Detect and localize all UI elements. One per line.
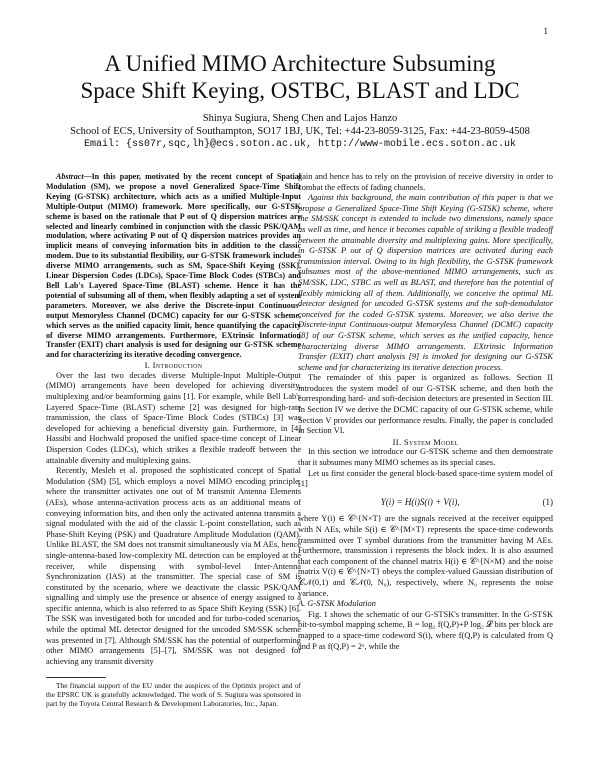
section-2-heading: II. System Model: [392, 436, 459, 447]
right-column: [298, 172, 553, 652]
intro-paragraph-2: Recently, Mesleh et al. proposed the sophisticated concept of Spatial Modulation (SM) [5], which employs a novel MIMO encoding principle, where the transmitter activates one out of M transmit Antenna Elements (AEs), whose antenna-activation process acts as an additional means of conveying information bits, and then only the activated antenna transmits a signal modulated with the aid of the classic L-point constellation, such as Phase-Shift Keying (PSK) and Quadrature Amplitude Modulation (QAM). Unlike BLAST, the SM does not transmit simultaneously via M AEs, hence single-antenna-based low-complexity ML detection can be employed at the receiver, while dispensing with symbol-level Inter-Antenna Synchronization (IAS) at the transmitter. The special case of SM is constituted by the scenario, where we deactivate the classic PSK/QAM signalling and simply use the presence or absence of energy assigned to a specific antenna, which is also referred to as Space Shift Keying (SSK) [6]. The SSK was investigated both for uncoded and for turbo-coded scenarios, while the optimal ML detector designed for the uncoded SM/SSK scheme was presented in [7]. Although SM/SSK has the potential of outperforming other MIMO arrangements [5]–[7], SM/SSK was not designed for achieving any transmit diversity: [46, 466, 301, 666]
equation-number: (1): [542, 496, 553, 507]
abstract: [46, 172, 301, 360]
title-line-1: A Unified MIMO Architecture Subsuming: [104, 51, 496, 76]
right-paragraph-1: gain and hence has to rely on the provision of receive diversity in order to combat the effects of fading channels.: [298, 172, 553, 192]
title-line-2: Space Shift Keying, OSTBC, BLAST and LDC: [80, 78, 520, 103]
paper-title: [0, 50, 600, 104]
page-number: 1: [543, 26, 548, 36]
section-1-heading: I. Introduction: [144, 360, 203, 371]
outline-paragraph: The remainder of this paper is organized as follows. Section II introduces the system model of our G-STSK scheme, and then both the corresponding hard- and soft-decision detectors are presented in Section III. In Section IV we derive the DCMC capacity of our G-STSK scheme, while Section V provides our performance results. Finally, the paper is concluded in Section VI.: [298, 373, 553, 436]
intro-paragraph-1: Over the last two decades diverse Multiple-Input Multiple-Output (MIMO) arrangements have been developed for achieving diversity, multiplexing and/or beamforming gains [1]. For example, while Bell Lab's Layered Space-Time (BLAST) scheme [2] was designed for high-rate transmission, the class of Space-Time Block Codes (STBCs) [3] was developed for achieving a beneficial diversity gain. Furthermore, in [4] Hassibi and Hochwald proposed the unified space-time concept of Linear Dispersion Codes (LDCs), which strikes a flexible tradeoff between the attainable diversity and multiplexing gains.: [46, 370, 301, 465]
abstract-text: —In this paper, motivated by the recent concept of Spatial Modulation (SM), we propose a novel Generalized Space-Time Shift Keying (G-STSK) architecture, which acts as a unified Multiple-Input Multiple-Output (MIMO) framework. More specifically, our G-STSK scheme is based on the rationale that P out of Q dispersion matrices are selected and linearly combined in conjunction with the classic PSK/QAM modulation, where activating P out of Q dispersion matrices provides an implicit means of conveying information bits in addition to the classic modem. Due to its substantial flexibility, our G-STSK framework includes diverse MIMO arrangements, such as SM, Space-Shift Keying (SSK), Linear Dispersion Codes (LDCs), Space-Time Block Codes (STBCs) and Bell Lab's Layered Space-Time (BLAST) scheme. Hence it has the potential of subsuming all of them, when flexibly adapting a set of system parameters. Moreover, we also derive the Discrete-input Continuous-output Memoryless Channel (DCMC) capacity for our G-STSK scheme, which serves as the unified capacity limit, hence quantifying the capacity of diverse MIMO arrangements. Furthermore, EXtrinsic Information Transfer (EXIT) chart analysis is used for designing our G-STSK scheme and for characterizing its iterative decoding convergence.: [46, 172, 301, 360]
affiliation: School of ECS, University of Southampton, SO17 1BJ, UK, Tel: +44-23-8059-3125, Fax: +44-23-8059-4508: [70, 126, 530, 137]
gstsk-paragraph-1: Fig. 1 shows the schematic of our G-STSK's transmitter. In the G-STSK bit-to-symbol mapping scheme, B = log₂ f(Q,P)+P log₂ 𝓛 bits per block are mapped to a space-time codeword S(i), where f(Q,P) is calculated from Q and P as f(Q,P) = 2ˣ, while the: [298, 609, 553, 651]
contribution-paragraph: Against this background, the main contribution of this paper is that we propose a Generalized Space-Time Shift Keying (G-STSK) scheme, where the SM/SSK concept is extended to include two dimensions, namely space as well as time, and hence it becomes capable of striking a flexible tradeoff between the attainable diversity and multiplexing gains. More specifically, in G-STSK P out of Q dispersion matrices are activated during each transmission interval. Owing to its high flexibility, the G-STSK framework subsumes most of the above-mentioned MIMO arrangements, such as SM/SSK, LDC, STBC as well as BLAST, and therefore has the potential of flexibly mimicking all of them. Additionally, we conceive the optimal ML detector designed for uncoded G-STSK systems and the soft-demodulator conceived for the coded G-STSK systems. Moreover, we also derive the Discrete-input Continuous-output Memoryless Channel (DCMC) capacity [8] of our G-STSK scheme, which serves as the unified capacity, hence characterizing diverse MIMO arrangements. EXtrinsic Information Transfer (EXIT) chart analysis [9] is invoked for designing our G-STSK scheme and for characterizing its iterative detection process.: [298, 193, 553, 372]
system-paragraph-3: where Y(i) ∈ 𝒞^{N×T} are the signals received at the receiver equipped with N AEs, while S(i) ∈ 𝒞^{M×T} represents the space-time codewords transmitted over T symbol durations from the transmitter having M AEs. Furthermore, transmission i represents the block index. It is also assumed that each component of the channel matrix H(i) ∈ 𝒞^{N×M} and the noise matrix V(i) ∈ 𝒞^{N×T} obeys the complex-valued Gaussian distribution of 𝒞𝒩(0,1) and 𝒞𝒩(0, N₀), respectively, where N₀ represents the noise variance.: [298, 514, 553, 598]
system-paragraph-1: In this section we introduce our G-STSK scheme and then demonstrate that it subsumes many MIMO schemes as its special cases.: [298, 447, 553, 468]
footnote-rule: [46, 677, 106, 678]
subsection-a-heading: A. G-STSK Modulation: [298, 599, 376, 609]
abstract-label: Abstract: [56, 172, 84, 181]
left-column: [46, 172, 301, 708]
footnote: The financial support of the EU under the auspices of the Optimix project and of the EPSRC UK is gratefully acknowledged. The work of S. Sugiura was sponsored in part by the Toyota Central Research & Development Laboratories, Inc., Japan.: [46, 681, 301, 709]
authors: Shinya Sugiura, Sheng Chen and Lajos Hanzo: [202, 113, 398, 124]
system-paragraph-2: Let us first consider the general block-based space-time system model of [1]: [298, 468, 553, 489]
email-line: Email: {ss07r,sqc,lh}@ecs.soton.ac.uk, http://www-mobile.ecs.soton.ac.uk: [83, 139, 517, 150]
equation-1: [298, 497, 553, 508]
equation-body: Y(i) = H(i)S(i) + V(i),: [380, 496, 460, 507]
